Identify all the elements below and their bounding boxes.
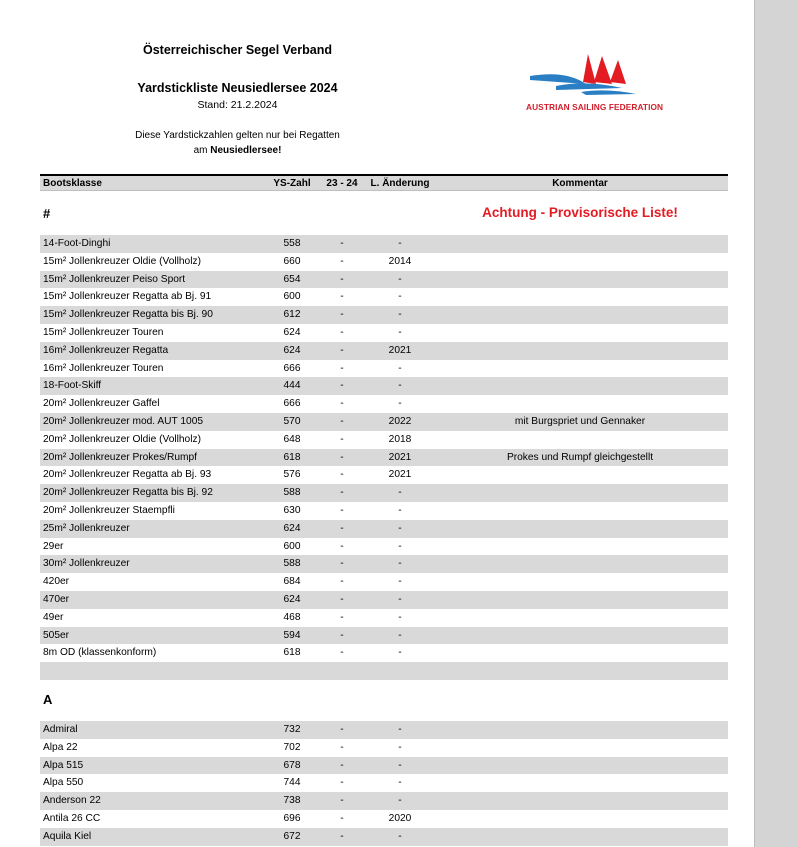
cell-bootsklasse: 15m² Jollenkreuzer Oldie (Vollholz)	[43, 255, 201, 267]
cell-ys-zahl: 660	[283, 255, 301, 267]
table-row	[40, 662, 728, 680]
table-row	[40, 235, 728, 253]
cell-23-24: -	[340, 647, 344, 659]
table-row	[40, 828, 728, 846]
cell-23-24: -	[340, 777, 344, 789]
table-row	[40, 792, 728, 810]
table-row	[40, 395, 728, 413]
cell-letzte-aenderung: -	[398, 238, 402, 249]
column-header-23-24: 23 - 24	[326, 178, 358, 189]
cell-bootsklasse: Admiral	[43, 724, 78, 735]
cell-ys-zahl: 570	[283, 416, 301, 427]
cell-23-24: -	[340, 629, 344, 641]
cell-bootsklasse: 20m² Jollenkreuzer mod. AUT 1005	[43, 416, 204, 427]
validity-note-line2	[40, 145, 435, 156]
table-row	[40, 377, 728, 395]
table-row	[40, 609, 728, 627]
cell-bootsklasse: 470er	[43, 594, 70, 605]
cell-letzte-aenderung: -	[398, 522, 402, 534]
cell-letzte-aenderung: -	[398, 629, 402, 641]
cell-letzte-aenderung: -	[398, 576, 402, 588]
column-header-letzte-aenderung: L. Änderung	[370, 178, 430, 189]
cell-ys-zahl: 744	[283, 777, 301, 789]
cell-bootsklasse: 15m² Jollenkreuzer Regatta bis Bj. 90	[43, 309, 213, 321]
cell-ys-zahl: 696	[283, 813, 301, 824]
cell-ys-zahl: 618	[283, 647, 301, 659]
table-header	[40, 174, 728, 191]
cell-23-24: -	[340, 741, 344, 753]
cell-ys-zahl: 624	[283, 522, 301, 534]
table-row	[40, 520, 728, 538]
cell-letzte-aenderung: -	[398, 724, 402, 735]
cell-23-24: -	[340, 795, 344, 807]
cell-ys-zahl: 588	[283, 558, 301, 570]
cell-23-24: -	[340, 362, 344, 374]
cell-23-24: -	[340, 327, 344, 338]
validity-note-line1: Diese Yardstickzahlen gelten nur bei Regatten	[135, 130, 340, 141]
organization-name: Österreichischer Segel Verband	[143, 43, 332, 57]
cell-bootsklasse: 25m² Jollenkreuzer	[43, 522, 130, 534]
cell-letzte-aenderung: -	[398, 611, 402, 623]
cell-kommentar: mit Burgspriet und Gennaker	[514, 416, 646, 427]
cell-ys-zahl: 588	[283, 487, 301, 499]
cell-bootsklasse: 15m² Jollenkreuzer Touren	[43, 327, 164, 338]
section-heading	[40, 206, 728, 224]
cell-ys-zahl: 732	[283, 724, 301, 735]
table-row	[40, 324, 728, 342]
table-row	[40, 757, 728, 775]
table-row	[40, 413, 728, 431]
cell-letzte-aenderung: 2021	[388, 344, 412, 356]
table-row	[40, 573, 728, 591]
cell-ys-zahl: 630	[283, 505, 301, 516]
cell-bootsklasse: 20m² Jollenkreuzer Gaffel	[43, 398, 160, 410]
cell-letzte-aenderung: 2021	[388, 451, 412, 463]
table-row	[40, 644, 728, 662]
document-date: Stand: 21.2.2024	[197, 99, 278, 111]
viewer-side-panel	[754, 0, 797, 847]
cell-ys-zahl: 558	[283, 238, 301, 249]
cell-23-24: -	[340, 344, 344, 356]
cell-bootsklasse: Anderson 22	[43, 795, 101, 807]
cell-letzte-aenderung: -	[398, 741, 402, 753]
cell-letzte-aenderung: -	[398, 777, 402, 789]
cell-23-24: -	[340, 576, 344, 588]
cell-ys-zahl: 624	[283, 594, 301, 605]
cell-bootsklasse: 20m² Jollenkreuzer Staempfli	[43, 505, 175, 516]
cell-letzte-aenderung: -	[398, 795, 402, 807]
cell-bootsklasse: 30m² Jollenkreuzer	[43, 558, 130, 570]
cell-ys-zahl: 600	[283, 291, 301, 303]
cell-ys-zahl: 576	[283, 469, 301, 481]
cell-bootsklasse: Alpa 550	[43, 777, 84, 789]
cell-letzte-aenderung: 2021	[388, 469, 412, 481]
cell-letzte-aenderung: -	[398, 505, 402, 516]
cell-23-24: -	[340, 451, 344, 463]
table-row	[40, 774, 728, 792]
cell-23-24: -	[340, 255, 344, 267]
cell-bootsklasse: 15m² Jollenkreuzer Regatta ab Bj. 91	[43, 291, 212, 303]
table-row	[40, 555, 728, 573]
cell-bootsklasse: 505er	[43, 629, 70, 641]
cell-bootsklasse: Aquila Kiel	[43, 830, 92, 842]
table-row	[40, 739, 728, 757]
cell-ys-zahl: 600	[283, 540, 301, 552]
cell-bootsklasse: Alpa 22	[43, 741, 78, 753]
section-letter: A	[43, 692, 53, 707]
cell-bootsklasse: 29er	[43, 540, 64, 552]
cell-letzte-aenderung: -	[398, 398, 402, 410]
cell-letzte-aenderung: -	[398, 558, 402, 570]
cell-23-24: -	[340, 813, 344, 824]
cell-23-24: -	[340, 291, 344, 303]
cell-kommentar: Prokes und Rumpf gleichgestellt	[506, 451, 654, 463]
cell-23-24: -	[340, 611, 344, 623]
cell-ys-zahl: 654	[283, 273, 301, 285]
cell-23-24: -	[340, 505, 344, 516]
table-row	[40, 306, 728, 324]
logo-text: AUSTRIAN SAILING FEDERATION	[526, 102, 664, 112]
table-row	[40, 591, 728, 609]
table-row	[40, 810, 728, 828]
cell-23-24: -	[340, 309, 344, 321]
validity-note-prefix: am	[193, 145, 211, 156]
table-row	[40, 271, 728, 289]
cell-23-24: -	[340, 238, 344, 249]
table-row	[40, 721, 728, 739]
cell-letzte-aenderung: 2018	[388, 433, 412, 445]
cell-bootsklasse: Antila 26 CC	[43, 813, 101, 824]
table-row	[40, 360, 728, 378]
cell-ys-zahl: 684	[283, 576, 301, 588]
cell-23-24: -	[340, 487, 344, 499]
cell-bootsklasse: 20m² Jollenkreuzer Oldie (Vollholz)	[43, 433, 201, 445]
cell-ys-zahl: 648	[283, 433, 301, 445]
cell-letzte-aenderung: 2014	[388, 255, 412, 267]
cell-23-24: -	[340, 398, 344, 410]
provisional-warning: Achtung - Provisorische Liste!	[482, 205, 678, 220]
cell-23-24: -	[340, 540, 344, 552]
cell-23-24: -	[340, 380, 344, 392]
table-row	[40, 484, 728, 502]
cell-ys-zahl: 624	[283, 327, 301, 338]
cell-23-24: -	[340, 522, 344, 534]
column-header-bootsklasse: Bootsklasse	[43, 178, 102, 189]
table-row	[40, 288, 728, 306]
cell-23-24: -	[340, 759, 344, 771]
cell-bootsklasse: 20m² Jollenkreuzer Regatta ab Bj. 93	[43, 469, 212, 481]
cell-ys-zahl: 672	[283, 830, 301, 842]
section-heading	[40, 692, 728, 710]
cell-23-24: -	[340, 594, 344, 605]
table-row	[40, 342, 728, 360]
cell-23-24: -	[340, 724, 344, 735]
cell-letzte-aenderung: -	[398, 273, 402, 285]
cell-ys-zahl: 444	[283, 380, 301, 392]
cell-23-24: -	[340, 558, 344, 570]
cell-bootsklasse: 20m² Jollenkreuzer Regatta bis Bj. 92	[43, 487, 213, 499]
cell-23-24: -	[340, 416, 344, 427]
table-header-divider	[40, 190, 728, 191]
cell-bootsklasse: 49er	[43, 611, 64, 623]
table-row	[40, 253, 728, 271]
cell-letzte-aenderung: -	[398, 759, 402, 771]
column-header-ys-zahl: YS-Zahl	[273, 178, 311, 189]
section-letter: #	[43, 206, 51, 221]
column-header-kommentar: Kommentar	[552, 178, 608, 189]
cell-ys-zahl: 678	[283, 759, 301, 771]
cell-23-24: -	[340, 469, 344, 481]
cell-ys-zahl: 624	[283, 344, 301, 356]
cell-ys-zahl: 702	[283, 741, 301, 753]
cell-letzte-aenderung: -	[398, 487, 402, 499]
cell-ys-zahl: 468	[283, 611, 301, 623]
cell-bootsklasse: 18-Foot-Skiff	[43, 380, 102, 392]
cell-letzte-aenderung: -	[398, 291, 402, 303]
cell-letzte-aenderung: 2022	[388, 416, 412, 427]
table-row	[40, 627, 728, 645]
cell-letzte-aenderung: -	[398, 380, 402, 392]
table-row	[40, 449, 728, 467]
validity-note-bold: Neusiedlersee!	[210, 145, 282, 156]
cell-bootsklasse: 420er	[43, 576, 70, 588]
cell-letzte-aenderung: -	[398, 647, 402, 659]
cell-letzte-aenderung: -	[398, 830, 402, 842]
cell-23-24: -	[340, 433, 344, 445]
cell-ys-zahl: 666	[283, 398, 301, 410]
cell-bootsklasse: 16m² Jollenkreuzer Regatta	[43, 344, 169, 356]
table-row	[40, 466, 728, 484]
cell-letzte-aenderung: -	[398, 540, 402, 552]
cell-letzte-aenderung: -	[398, 594, 402, 605]
cell-letzte-aenderung: -	[398, 362, 402, 374]
cell-ys-zahl: 666	[283, 362, 301, 374]
table-row	[40, 502, 728, 520]
cell-letzte-aenderung: -	[398, 327, 402, 338]
cell-ys-zahl: 618	[283, 451, 301, 463]
cell-letzte-aenderung: -	[398, 309, 402, 321]
cell-ys-zahl: 612	[283, 309, 301, 321]
document-title: Yardstickliste Neusiedlersee 2024	[137, 81, 338, 95]
table-row	[40, 431, 728, 449]
cell-ys-zahl: 594	[283, 629, 301, 641]
cell-23-24: -	[340, 830, 344, 842]
cell-bootsklasse: 8m OD (klassenkonform)	[43, 647, 157, 659]
cell-letzte-aenderung: 2020	[388, 813, 412, 824]
cell-23-24: -	[340, 273, 344, 285]
cell-bootsklasse: 20m² Jollenkreuzer Prokes/Rumpf	[43, 451, 198, 463]
cell-ys-zahl: 738	[283, 795, 301, 807]
cell-bootsklasse: Alpa 515	[43, 759, 84, 771]
table-row	[40, 538, 728, 556]
cell-bootsklasse: 14-Foot-Dinghi	[43, 238, 111, 249]
cell-bootsklasse: 15m² Jollenkreuzer Peiso Sport	[43, 273, 186, 285]
cell-bootsklasse: 16m² Jollenkreuzer Touren	[43, 362, 164, 374]
